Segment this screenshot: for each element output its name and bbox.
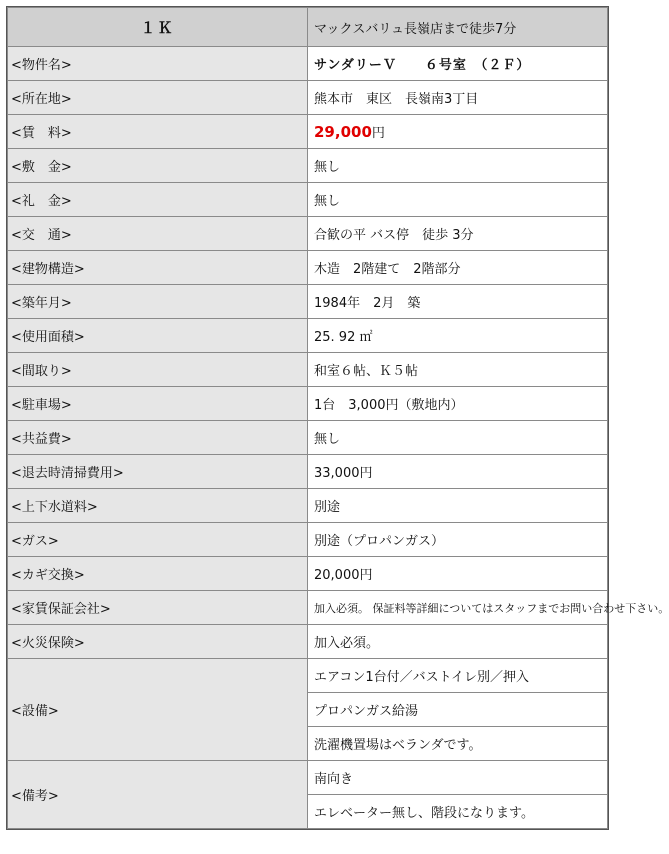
equipment-item: エアコン1台付／バストイレ別／押入: [308, 659, 608, 693]
row-value-fire-insurance: 加入必須。: [308, 625, 608, 659]
equipment-item: 洗濯機置場はベランダです。: [308, 727, 608, 761]
row-label-key-money: <礼 金>: [8, 183, 308, 217]
row-label-address: <所在地>: [8, 81, 308, 115]
table-row: [8, 591, 608, 625]
row-value-key-exchange: 20,000円: [308, 557, 608, 591]
table-row: [8, 183, 608, 217]
table-row: [8, 47, 608, 81]
row-label-floor-area: <使用面積>: [8, 319, 308, 353]
remarks-item: エレベーター無し、階段になります。: [308, 795, 608, 829]
table-row: [8, 421, 608, 455]
rent-amount: 29,000: [314, 123, 372, 141]
row-value-address: 熊本市 東区 長嶺南3丁目: [308, 81, 608, 115]
row-label-floor-plan: <間取り>: [8, 353, 308, 387]
header-row: [8, 8, 608, 47]
row-label-deposit: <敷 金>: [8, 149, 308, 183]
table-row: [8, 659, 608, 693]
equipment-item: プロパンガス給湯: [308, 693, 608, 727]
row-label-gas: <ガス>: [8, 523, 308, 557]
table-row: [8, 149, 608, 183]
table-row: [8, 625, 608, 659]
row-value-key-money: 無し: [308, 183, 608, 217]
table-row: [8, 81, 608, 115]
table-row: [8, 251, 608, 285]
table-row: [8, 217, 608, 251]
row-label-equipment: <設備>: [8, 659, 308, 761]
row-value-built-date: 1984年 2月 築: [308, 285, 608, 319]
row-label-built-date: <築年月>: [8, 285, 308, 319]
table-row: [8, 557, 608, 591]
row-label-key-exchange: <カギ交換>: [8, 557, 308, 591]
row-label-cleaning-fee: <退去時清掃費用>: [8, 455, 308, 489]
row-label-structure: <建物構造>: [8, 251, 308, 285]
row-value-property-name: サンダリーＶ ６号室 （２Ｆ）: [308, 47, 608, 81]
remarks-item: 南向き: [308, 761, 608, 795]
row-value-rent: [308, 115, 608, 149]
row-label-transport: <交 通>: [8, 217, 308, 251]
row-value-floor-area: 25. 92 ㎡: [308, 319, 608, 353]
table-row: [8, 489, 608, 523]
row-value-common-fee: 無し: [308, 421, 608, 455]
rent-unit: 円: [371, 126, 385, 141]
property-table: [7, 7, 669, 829]
table-row: [8, 761, 608, 795]
row-value-transport: 合歓の平 バス停 徒歩 3分: [308, 217, 608, 251]
row-value-water: 別途: [308, 489, 608, 523]
row-label-fire-insurance: <火災保険>: [8, 625, 308, 659]
row-value-cleaning-fee: 33,000円: [308, 455, 608, 489]
row-value-deposit: 無し: [308, 149, 608, 183]
row-label-rent: <賃 料>: [8, 115, 308, 149]
row-label-common-fee: <共益費>: [8, 421, 308, 455]
table-row: [8, 115, 608, 149]
row-label-water: <上下水道料>: [8, 489, 308, 523]
nearest-store-access: マックスバリュ長嶺店まで徒歩7分: [308, 8, 608, 47]
table-row: [8, 319, 608, 353]
row-label-guarantor: <家賃保証会社>: [8, 591, 308, 625]
layout-type: １Ｋ: [8, 8, 308, 47]
table-row: [8, 523, 608, 557]
table-row: [8, 387, 608, 421]
property-info-sheet: [6, 6, 669, 830]
row-value-parking: 1台 3,000円（敷地内）: [308, 387, 608, 421]
table-row: [8, 285, 608, 319]
row-value-gas: 別途（プロパンガス）: [308, 523, 608, 557]
table-row: [8, 455, 608, 489]
table-row: [8, 353, 608, 387]
row-label-property-name: <物件名>: [8, 47, 308, 81]
row-label-remarks: <備考>: [8, 761, 308, 829]
row-value-guarantor: 加入必須。 保証料等詳細についてはスタッフまでお問い合わせ下さい。: [308, 591, 608, 625]
row-value-floor-plan: 和室６帖、Ｋ５帖: [308, 353, 608, 387]
row-value-structure: 木造 2階建て 2階部分: [308, 251, 608, 285]
row-label-parking: <駐車場>: [8, 387, 308, 421]
